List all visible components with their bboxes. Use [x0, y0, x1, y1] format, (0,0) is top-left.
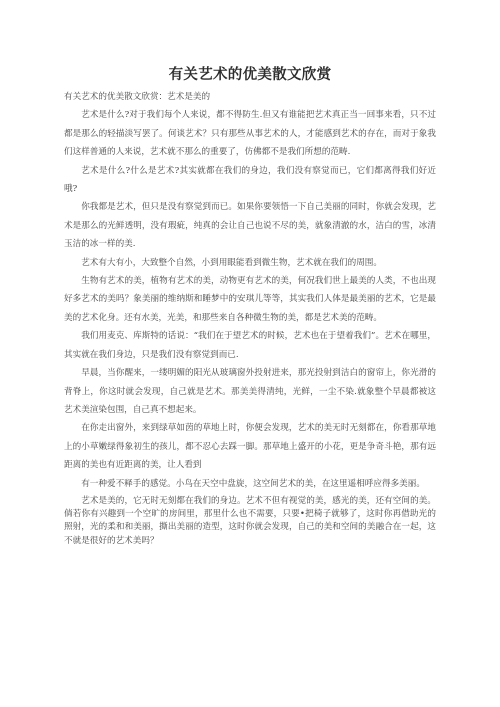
document-subtitle: 有关艺术的优美散文欣赏：艺术是美的 [64, 92, 211, 102]
paragraph-9: 有一种爱不释手的感觉。小鸟在天空中盘旋，这空间艺术的美，在这里遥相呼应得多美丽。 [81, 478, 425, 489]
paragraph-10: 艺术是美的，它无时无刻都在我们的身边。艺术不但有视觉的美，感光的美，还有空间的美。倘若你有兴趣到一个空旷的房间里，那里什么也不需要，只要•把椅子就够了，这时你再借助光的照射，光的柔和和美丽，撕出美丽的造型，这时你就会发现，自己的美和空间的美融合在一起，这不就是很好的艺术美吗？ [64, 495, 436, 546]
paragraph-2: 艺术是什么?什么是艺术?其实就都在我们的身边，我们没有察觉而已，它们都离得我们好近哦? [64, 165, 436, 195]
paragraph-6: 我们用麦克、库斯特的话说：“我们在于望艺术的时候，艺术也在于望着我们”。艺术在哪里，其实就在我们身边，只是我们没有察觉到而已. [64, 331, 436, 360]
document-title: 有关艺术的优美散文欣赏 [168, 67, 332, 83]
paragraph-4: 艺术有大有小，大致整个自然，小到用眼能看到微生物，艺术就在我们的周围。 [81, 257, 382, 268]
paragraph-8: 在你走出窗外，来到绿草如茵的草地上时，你便会发现，艺术的美无时无刻都在，你看那草地上的小草嫩绿得象初生的孩儿，都不忍心去踩一脚。那草地上盛开的小花，更是争奇斗艳，那有远距离的美也有近距离的美，让人看到 [64, 423, 436, 471]
paragraph-5: 生物有艺术的美，植物有艺术的美，动物更有艺术的美，何况我们世上最美的人类，不也出现好多艺术的美吗？象美丽的维纳斯和睡梦中的安琪儿等等，其实我们人体是最美丽的艺术，它是最美的艺术化身。还有水美，光美，和那些来自各种微生物的美，都是艺术美的范畴。 [64, 276, 436, 323]
paragraph-1: 艺术是什么?对于我们每个人来说，都不得防生.但又有谁能把艺术真正当一回事来看，只不过都是那么的轻描淡写罢了。何谈艺术？只有那些从事艺术的人，才能感到艺术的存在，而对于象我们这样普通的人来说，艺术就不那么的重要了，仿佛都不是我们所想的范畴. [64, 110, 436, 158]
paragraph-3: 你我都是艺术，但只是没有察觉到而已。如果你要领悟一下自己美丽的同时，你就会发现，艺术是那么的光鲜透明，没有瑕疵，纯真的会让自己也说不尽的美，就象清澈的水，洁白的雪，冰清玉洁的冰一样的美. [64, 202, 436, 250]
document-body [64, 88, 436, 548]
paragraph-7: 早晨，当你醒来，一缕明媚的阳光从玻璃窗外投射进来，那光投射到洁白的窗帘上，你光滑的背脊上，你这时就会发现，自己就是艺术。那美美得清纯，光鲜，一尘不染.就象整个早晨都被这艺术美渲染包围，自己真不想起来。 [64, 368, 436, 415]
